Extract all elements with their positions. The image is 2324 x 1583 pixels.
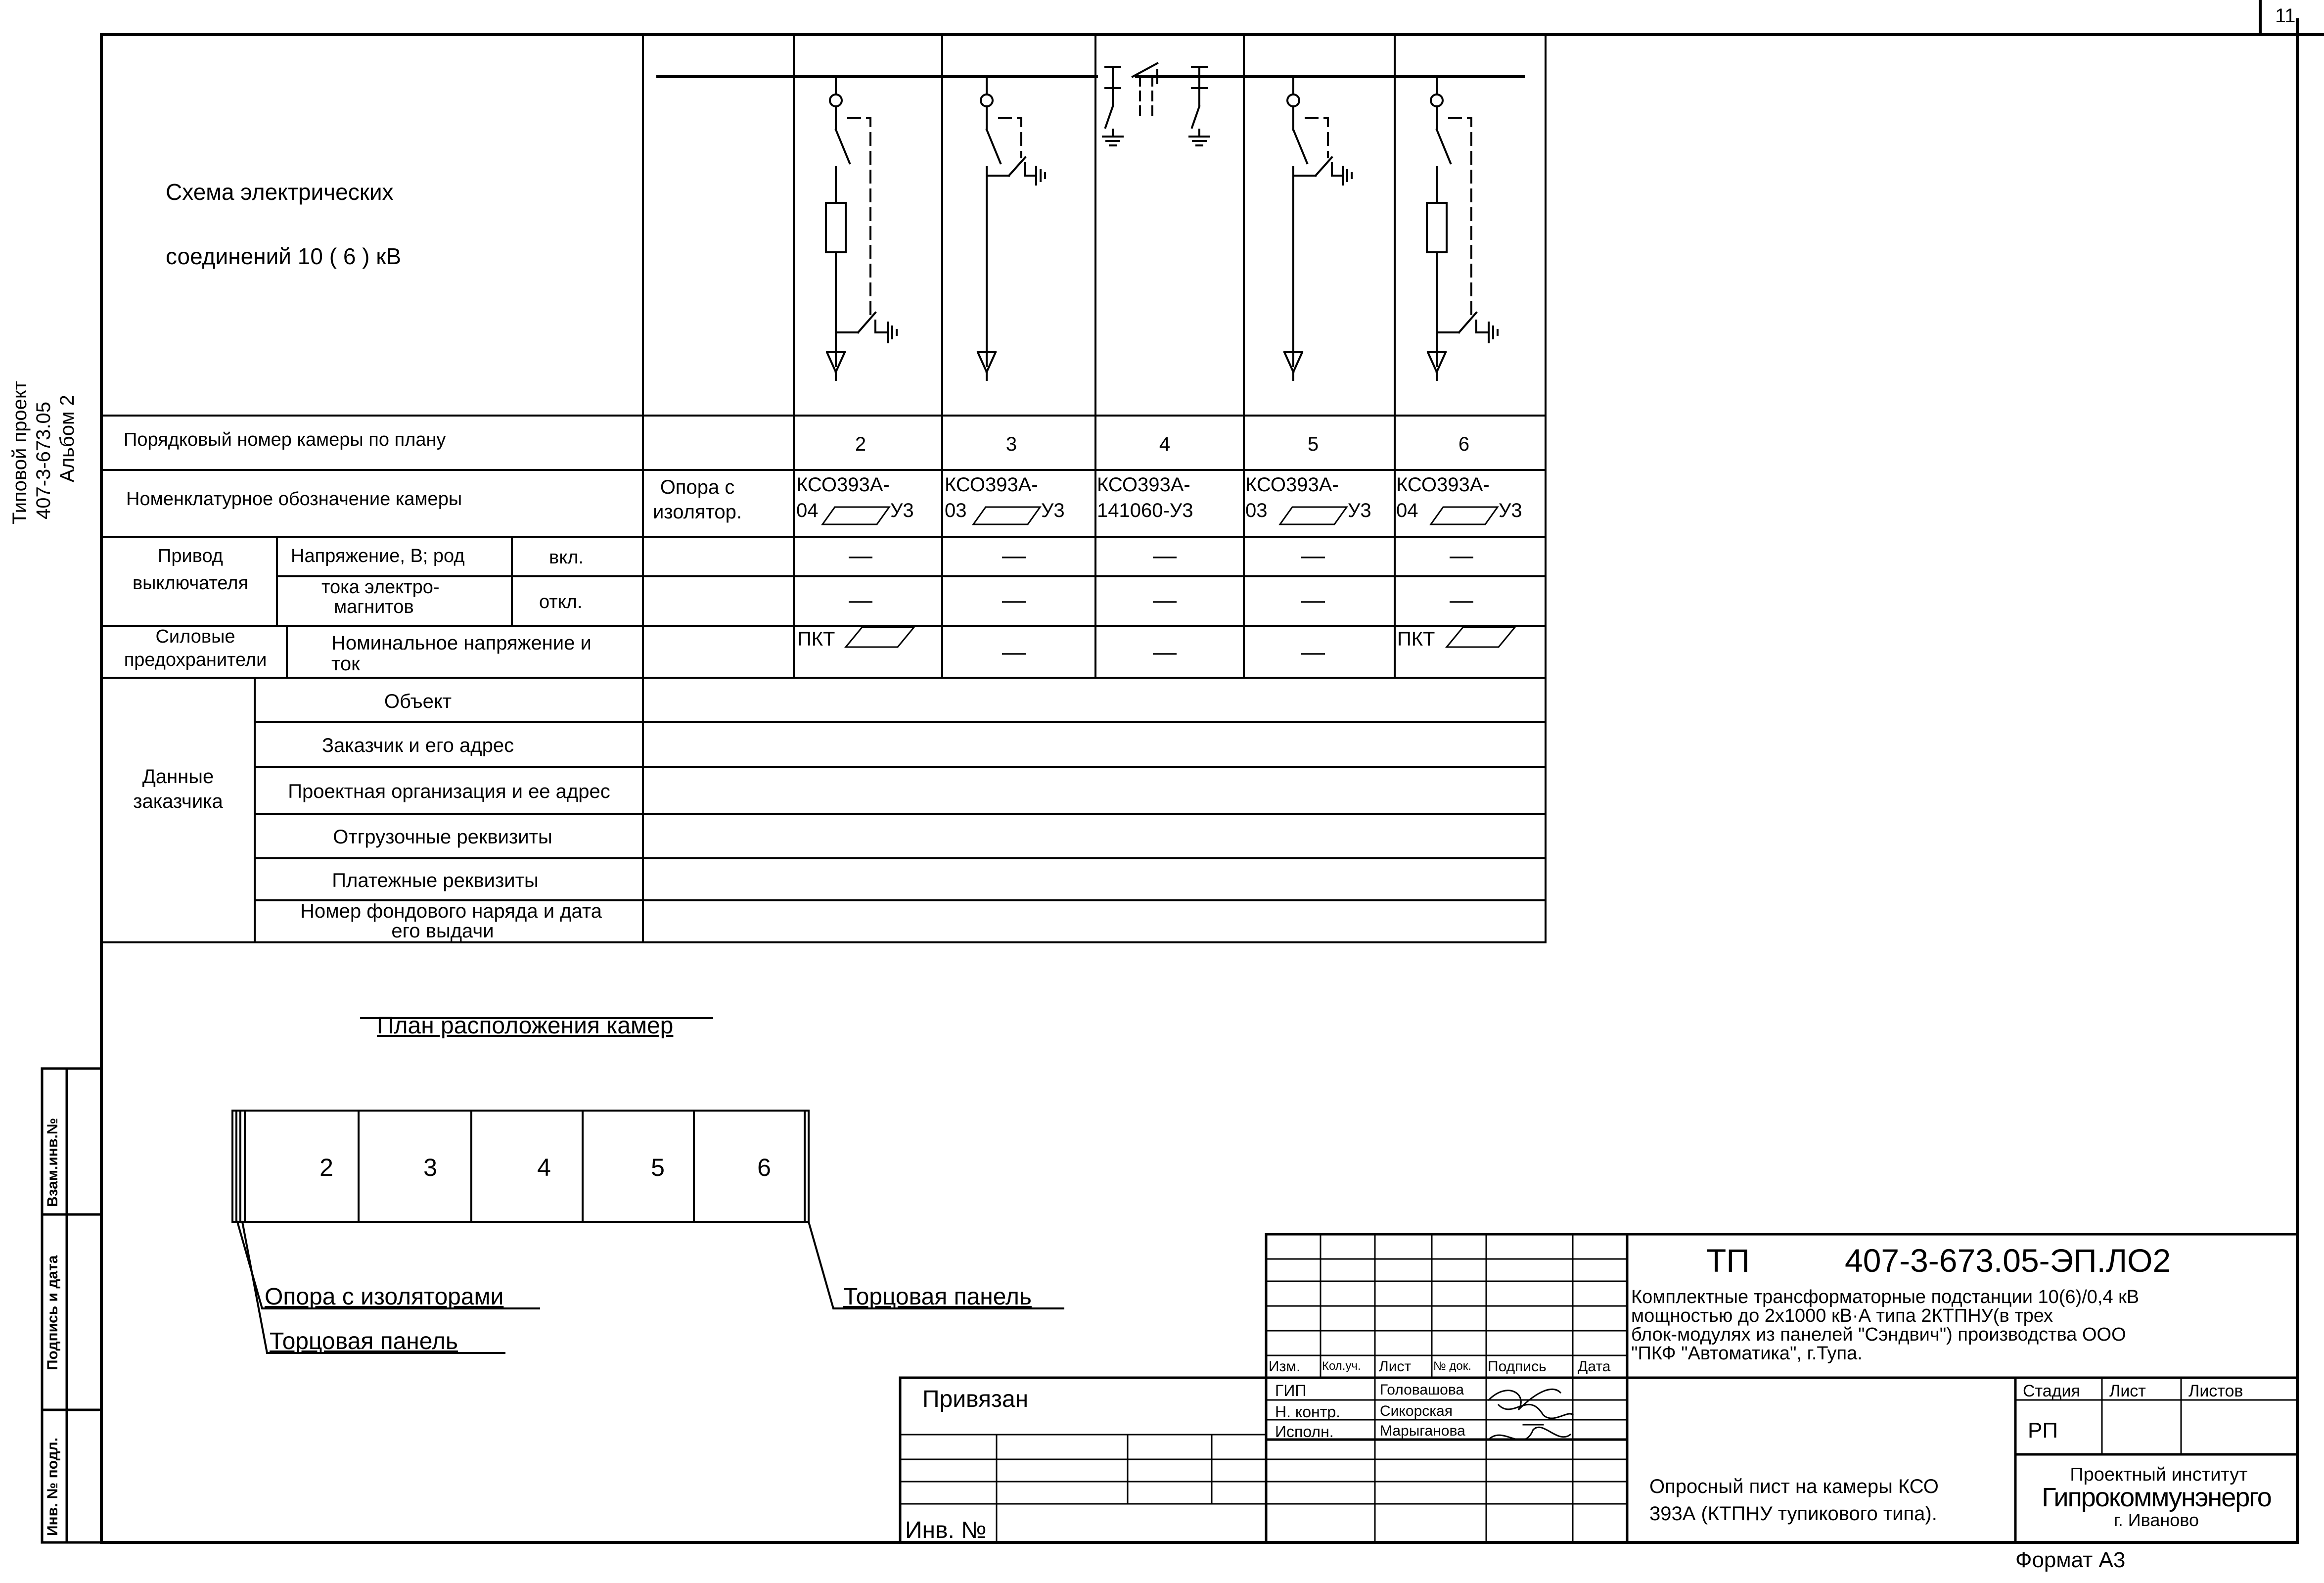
org-line1: Проектный институт [2070,1464,2248,1485]
fuse-value-6: ПКТ [1397,628,1435,650]
plan-title: План расположения камер [377,1013,674,1039]
signature-marks [1489,1389,1573,1440]
plan-cell-2: 2 [319,1154,333,1181]
feeder-schematics [978,77,1352,380]
header-col-signature: Подпись [1488,1358,1547,1375]
name-norm-control: Сикорская [1380,1403,1453,1419]
plan-cell-6: 6 [757,1154,771,1181]
header-col-doc: № док. [1433,1359,1471,1373]
camera-code-4-left: 141060-У3 [1097,500,1193,521]
plan-label-end-panel-left: Торцовая панель [270,1328,458,1354]
role-gip: ГИП [1275,1382,1307,1399]
plan-label-support: Опора с изоляторами [265,1284,504,1310]
support-line1: Опора с [660,476,735,498]
title-description-line2: мощностью до 2х1000 кВ·А типа 2КТПНУ(в трех [1631,1305,2053,1326]
voltage-label-line3: магнитов [334,597,414,617]
org-name: Гипрокоммунэнерго [2042,1483,2271,1512]
off-label: откл. [539,592,583,612]
support-line2: изолятор. [652,501,742,523]
camera-code-6-left: 04 [1396,500,1418,521]
camera-code-2-line1: КСО393А- [796,474,890,496]
camera-code-6-line1: КСО393А- [1396,474,1490,496]
dash-on-5: — [1301,543,1325,569]
voltage-label-line2: тока электро- [321,577,440,598]
customer-row-payment: Платежные реквизиты [332,870,539,891]
dash-on-3: — [1002,543,1026,569]
attached-label: Привязан [922,1386,1029,1412]
camera-code-5-right: У3 [1348,500,1371,521]
dash-off-3: — [1002,587,1026,613]
title-description-line3: блок-модулях из панелей "Сэндвич") производства ООО [1631,1324,2126,1345]
project-label-line1: Типовой проект [9,380,31,524]
doc-title-line2: 393А (КТПНУ тупикового типа). [1649,1503,1937,1525]
customer-row-object: Объект [384,691,452,712]
role-executor: Исполн. [1275,1423,1334,1441]
name-executor: Марыганова [1380,1423,1465,1439]
schema-title-line1: Схема электрических [166,179,394,205]
customer-row-shipping: Отгрузочные реквизиты [333,826,552,848]
customer-row-client: Заказчик и его адрес [321,735,514,756]
camera-code-3-line1: КСО393А- [945,474,1038,496]
customer-data-line2: заказчика [133,791,223,812]
header-col-date: Дата [1578,1358,1611,1375]
name-gip: Головашова [1380,1382,1464,1398]
camera-code-2-left: 04 [796,500,819,521]
dash-fuse-4: — [1153,639,1177,665]
plan-cell-4: 4 [537,1154,551,1181]
stage-value: РП [2028,1418,2058,1443]
camera-code-4-line1: КСО393А- [1097,474,1190,496]
fund-order-line2: его выдачи [391,920,494,942]
project-label-line2: 407-3-673.05 [33,402,54,519]
customer-data-line1: Данные [142,766,214,788]
drive-label-line2: выключателя [132,573,249,594]
side-stamp-inv: Взам.инв.№ [45,1117,61,1207]
camera-number-6: 6 [1458,433,1470,455]
fuse-rating-label-line2: ток [331,653,360,675]
schema-title-line2: соединений 10 ( 6 ) кВ [166,243,402,269]
header-col-koluch: Кол.уч. [1322,1359,1361,1373]
on-label: вкл. [549,547,584,568]
dash-on-6: — [1450,543,1473,569]
fuses-label-line2: предохранители [124,650,267,670]
camera-number-3: 3 [1005,433,1017,455]
plan-cell-3: 3 [423,1154,437,1181]
role-norm-control: Н. контр. [1275,1403,1341,1421]
dash-on-2: — [849,543,872,569]
camera-code-5-line1: КСО393А- [1245,474,1339,496]
header-col-list: Лист [1379,1358,1412,1375]
title-code: 407-3-673.05-ЭП.ЛО2 [1845,1242,2171,1279]
title-description-line1: Комплектные трансформаторные подстанции 10(6)/0,4 кВ [1631,1287,2140,1307]
camera-number-4: 4 [1159,433,1171,455]
camera-number-2: 2 [855,433,866,455]
camera-number-5: 5 [1307,433,1319,455]
plan-cell-5: 5 [651,1154,665,1181]
sheets-header: Листов [2188,1382,2243,1400]
dash-off-2: — [849,587,872,613]
camera-code-3-left: 03 [945,500,967,521]
camera-code-2-right: У3 [890,500,914,521]
fuse-value-2: ПКТ [797,628,835,650]
dash-fuse-5: — [1301,639,1325,665]
sheet-number: 11 [2275,5,2296,27]
org-city: г. Иваново [2113,1510,2199,1530]
sheet-header: Лист [2109,1382,2146,1400]
camera-code-6-right: У3 [1499,500,1522,521]
format-label: Формат А3 [2015,1548,2126,1572]
title-description-line4: "ПКФ "Автоматика", г.Тупа. [1631,1343,1863,1364]
inventory-label: Инв. № [905,1517,987,1543]
dash-off-4: — [1153,587,1177,613]
side-stamp-signature: Подпись и дата [45,1255,61,1370]
fuses-label-line1: Силовые [155,626,235,647]
stage-header: Стадия [2023,1382,2080,1400]
header-col-izm: Изм. [1269,1358,1301,1375]
dash-off-6: — [1450,587,1473,613]
dash-fuse-3: — [1002,639,1026,665]
fuse-rating-label-line1: Номинальное напряжение и [331,632,592,654]
dash-on-4: — [1153,543,1177,569]
drive-label-line1: Привод [158,546,223,566]
dash-off-5: — [1301,587,1325,613]
doc-title-line1: Опросный пист на камеры КСО [1649,1476,1939,1497]
side-stamp-inv-orig: Инв. № подл. [45,1437,61,1536]
voltage-label-line1: Напряжение, В; род [291,546,465,566]
plan-label-end-panel-right: Торцовая панель [843,1284,1032,1310]
row-number-label: Порядковый номер камеры по плану [124,429,446,450]
row-nomenclature-label: Номенклатурное обозначение камеры [126,489,462,510]
camera-code-5-left: 03 [1245,500,1268,521]
title-prefix: ТП [1706,1242,1750,1279]
feeder-fuse-schematics [826,77,1498,380]
fund-order-line1: Номер фондового наряда и дата [300,900,602,922]
customer-row-design-org: Проектная организация и ее адрес [288,781,610,802]
camera-code-3-right: У3 [1041,500,1065,521]
project-label-line3: Альбом 2 [56,395,78,482]
